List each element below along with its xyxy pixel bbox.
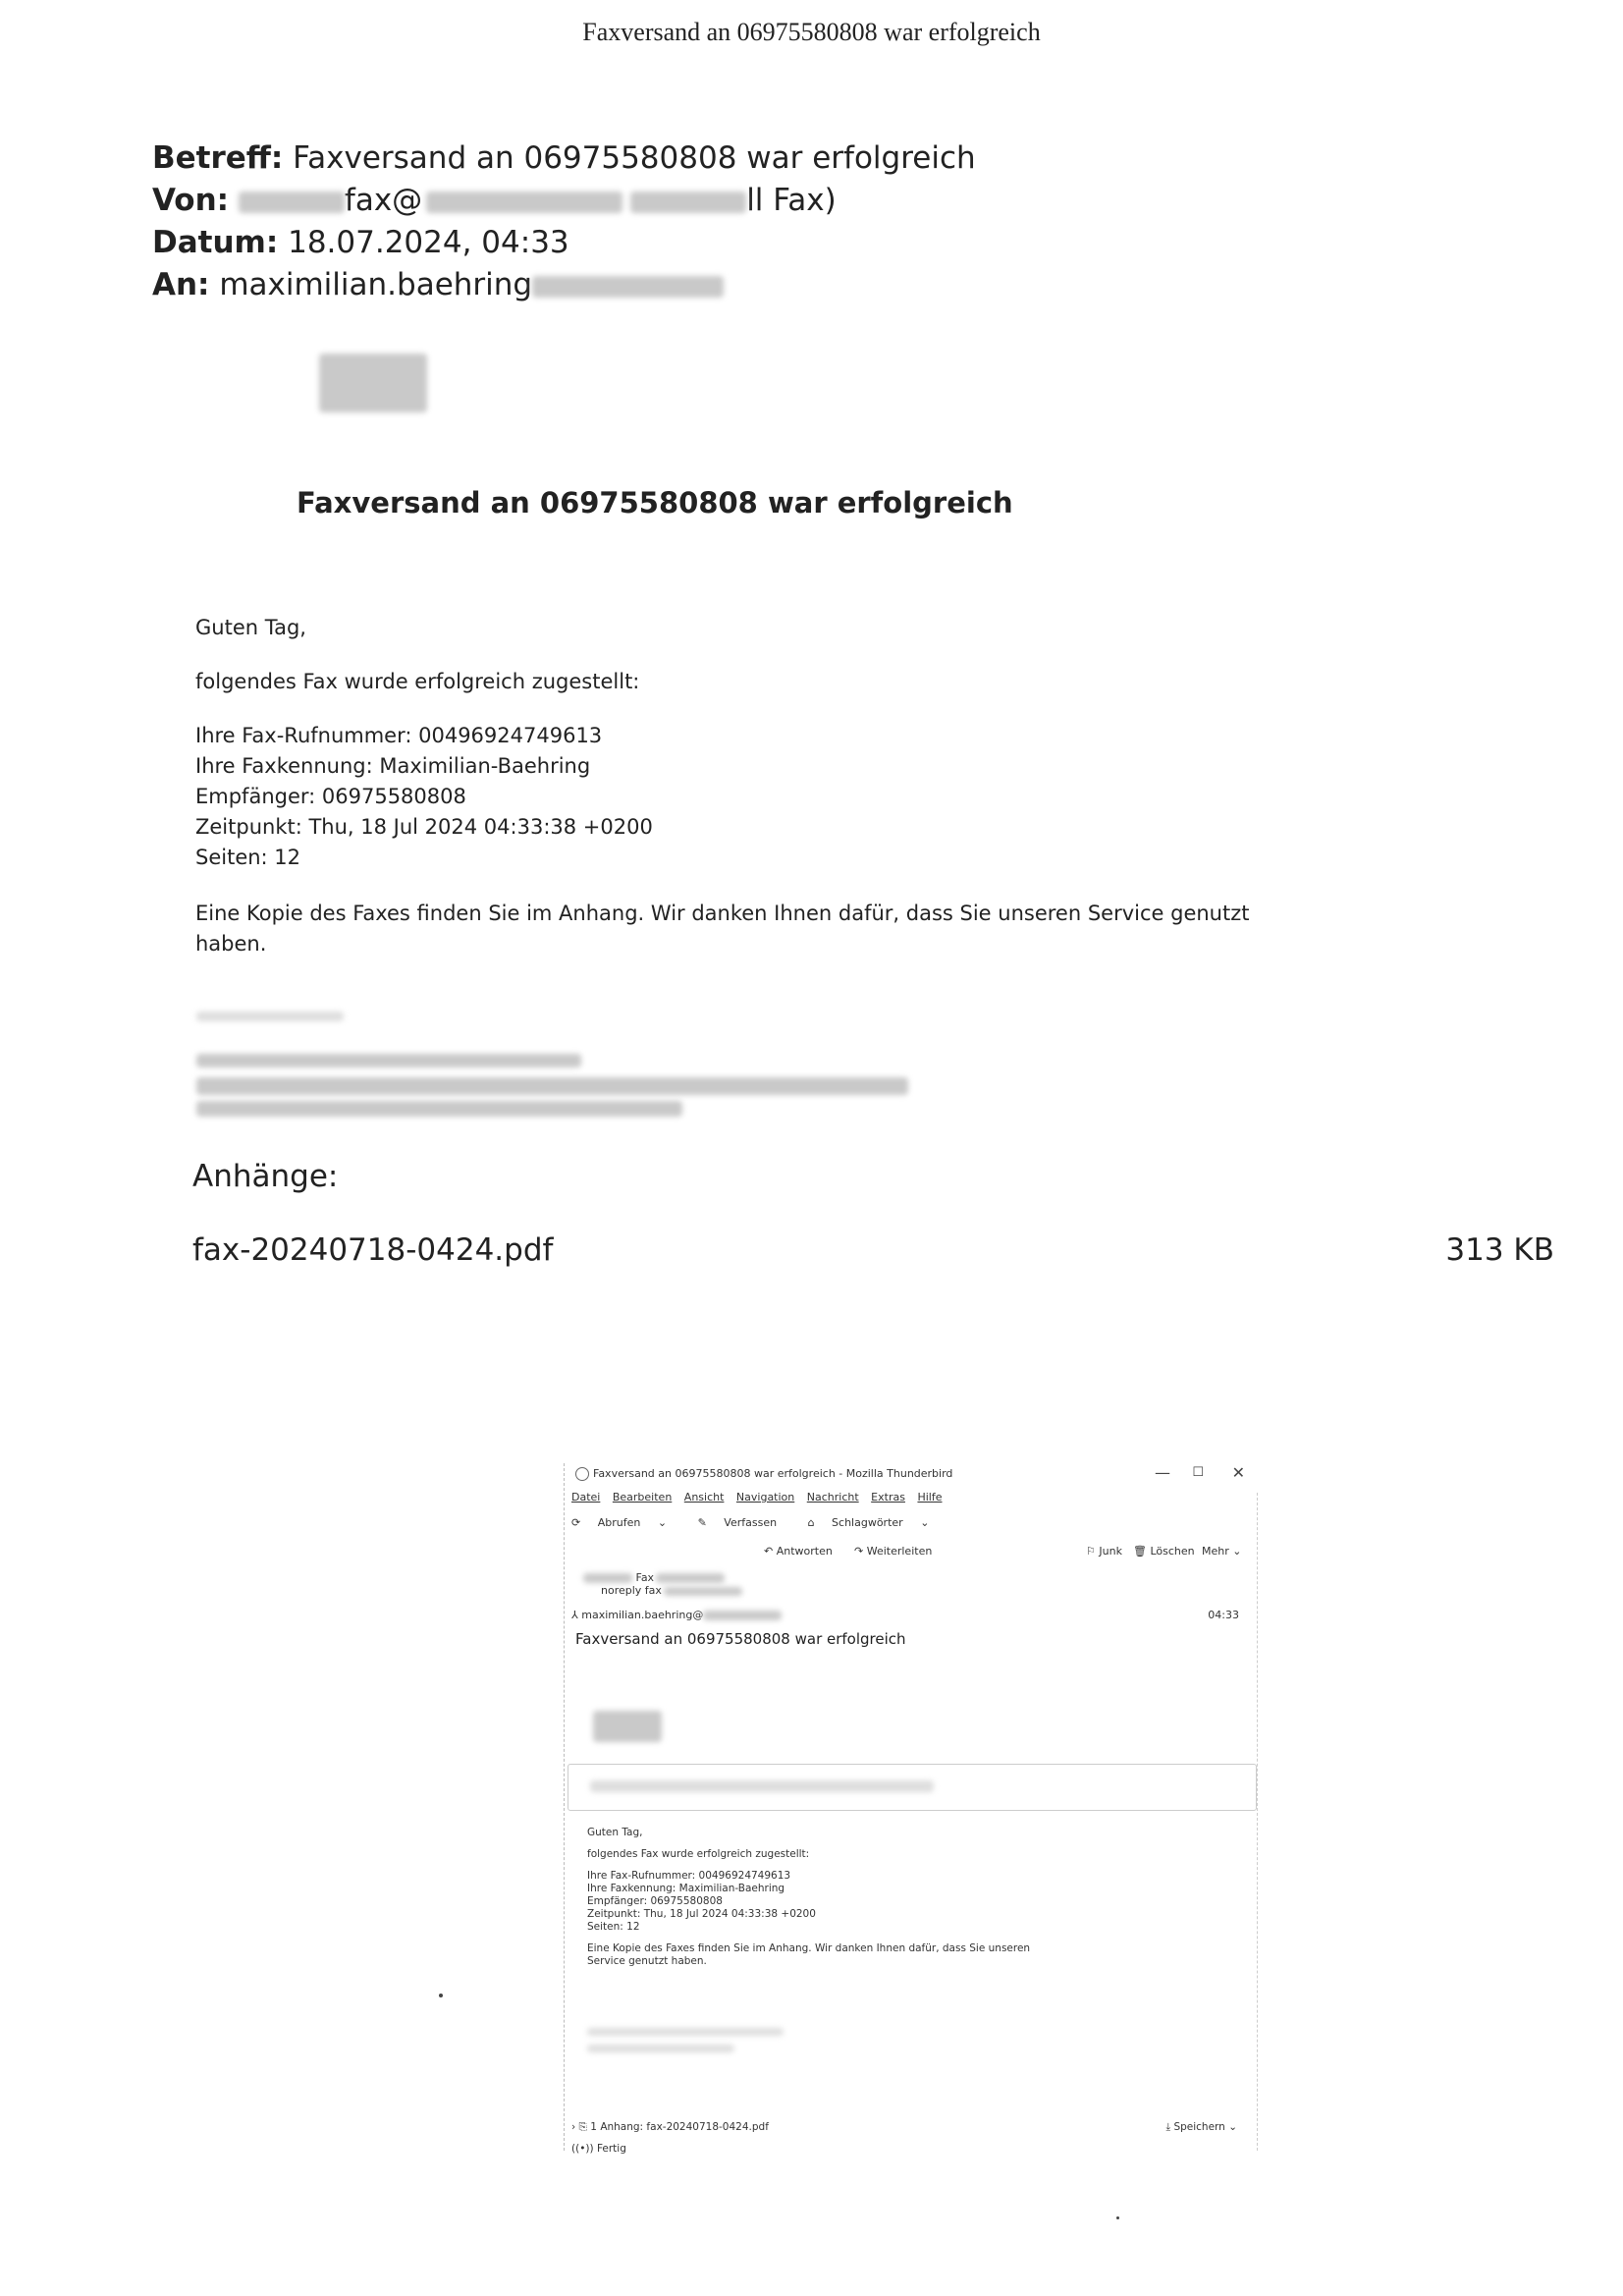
tb-detail-fax-id: Ihre Faxkennung: Maximilian-Baehring bbox=[587, 1883, 785, 1894]
expand-chevron-icon[interactable]: › bbox=[571, 2121, 576, 2133]
detail-pages: Seiten: 12 bbox=[195, 846, 301, 869]
redacted-sender-display bbox=[630, 191, 746, 213]
menu-nachricht[interactable]: Nachricht bbox=[806, 1491, 859, 1503]
pencil-icon: ✎ bbox=[697, 1516, 707, 1529]
tb-from-address[interactable]: noreply fax bbox=[601, 1584, 662, 1597]
delete-button[interactable] bbox=[1133, 1545, 1195, 1558]
maximize-button[interactable]: ☐ bbox=[1192, 1465, 1204, 1480]
closing-text bbox=[195, 899, 1249, 959]
tb-status-text: Fertig bbox=[596, 2143, 626, 2155]
tags-label: Schlagwörter bbox=[832, 1516, 903, 1529]
subject-label: Betreff: bbox=[152, 140, 284, 176]
menu-bar bbox=[571, 1491, 950, 1503]
tb-to-address[interactable]: maximilian.baehring@ bbox=[581, 1609, 704, 1621]
menu-hilfe[interactable]: Hilfe bbox=[917, 1491, 943, 1503]
detail-recipient: Empfänger: 06975580808 bbox=[195, 785, 466, 808]
to-row bbox=[571, 1609, 1251, 1621]
date-label: Datum: bbox=[152, 225, 279, 260]
tb-detail-fax-number: Ihre Fax-Rufnummer: 00496924749613 bbox=[587, 1870, 791, 1882]
redacted-from-name-2 bbox=[656, 1573, 725, 1583]
detail-fax-number: Ihre Fax-Rufnummer: 00496924749613 bbox=[195, 724, 603, 747]
attachments-heading: Anhänge: bbox=[192, 1159, 339, 1194]
title-bar bbox=[571, 1463, 1259, 1487]
reply-label: Antworten bbox=[776, 1545, 833, 1558]
window-edge-left bbox=[564, 1463, 566, 2151]
from-header bbox=[152, 183, 837, 218]
to-label: An: bbox=[152, 267, 210, 302]
to-header bbox=[152, 267, 724, 302]
save-button[interactable] bbox=[1165, 2121, 1237, 2134]
tb-redacted-signature-1 bbox=[587, 2028, 784, 2036]
tb-from-name: Fax bbox=[635, 1571, 655, 1584]
redacted-recipient-domain bbox=[532, 276, 724, 298]
reply-button[interactable] bbox=[764, 1545, 833, 1558]
redacted-signature-0 bbox=[196, 1011, 344, 1021]
download-icon: ⤓ bbox=[1165, 2121, 1171, 2133]
redacted-signature-2 bbox=[196, 1077, 908, 1095]
closing-line-2: haben. bbox=[195, 932, 267, 956]
menu-extras[interactable]: Extras bbox=[871, 1491, 905, 1503]
greeting: Guten Tag, bbox=[195, 616, 306, 639]
tb-redacted-logo bbox=[593, 1711, 662, 1742]
more-label: Mehr bbox=[1202, 1545, 1229, 1558]
fax-details bbox=[195, 721, 653, 873]
redacted-from-name bbox=[583, 1573, 632, 1583]
redacted-signature-1 bbox=[196, 1054, 581, 1067]
email-headline: Faxversand an 06975580808 war erfolgreich bbox=[297, 486, 1013, 519]
tb-redacted-signature-2 bbox=[587, 2045, 734, 2052]
tag-icon: ⌂ bbox=[807, 1516, 815, 1529]
tb-attachment-label[interactable]: 1 Anhang: fax-20240718-0424.pdf bbox=[590, 2121, 769, 2133]
tb-message-body bbox=[587, 1827, 1030, 1977]
tb-closing-line-1: Eine Kopie des Faxes finden Sie im Anhang. Wir danken Ihnen dafür, dass Sie unseren bbox=[587, 1942, 1031, 1954]
from-visible-end: ll Fax) bbox=[746, 183, 837, 218]
forward-button[interactable] bbox=[854, 1545, 932, 1558]
tb-details bbox=[587, 1870, 1030, 1934]
junk-icon: ⚐ bbox=[1086, 1545, 1096, 1558]
redacted-logo bbox=[319, 354, 427, 412]
redacted-signature-3 bbox=[196, 1101, 682, 1117]
close-button[interactable]: ✕ bbox=[1231, 1463, 1245, 1482]
reply-icon: ↶ bbox=[764, 1545, 774, 1558]
detail-timestamp: Zeitpunkt: Thu, 18 Jul 2024 04:33:38 +0200 bbox=[195, 815, 653, 839]
menu-bearbeiten[interactable]: Bearbeiten bbox=[612, 1491, 673, 1503]
chevron-down-icon: ⌄ bbox=[1228, 2121, 1237, 2133]
attachment-file-name[interactable]: fax-20240718-0424.pdf bbox=[192, 1232, 554, 1268]
window-title: Faxversand an 06975580808 war erfolgreich - Mozilla Thunderbird bbox=[593, 1467, 953, 1480]
thunderbird-window bbox=[564, 1463, 1259, 2160]
chevron-down-icon: ⌄ bbox=[1232, 1545, 1242, 1558]
redacted-sender-name bbox=[239, 191, 345, 213]
tb-redacted-headline bbox=[590, 1780, 934, 1792]
redacted-from-address bbox=[664, 1587, 742, 1596]
fetch-button[interactable] bbox=[571, 1516, 680, 1529]
tb-detail-recipient: Empfänger: 06975580808 bbox=[587, 1895, 723, 1907]
forward-label: Weiterleiten bbox=[866, 1545, 933, 1558]
window-edge-right bbox=[1257, 1493, 1259, 2151]
more-button[interactable] bbox=[1202, 1545, 1241, 1558]
status-bar bbox=[571, 2143, 626, 2155]
fetch-icon: ⟳ bbox=[571, 1516, 581, 1529]
tb-subject: Faxversand an 06975580808 war erfolgreich bbox=[575, 1630, 906, 1648]
tb-attachment-bar bbox=[571, 2121, 1251, 2134]
menu-ansicht[interactable]: Ansicht bbox=[683, 1491, 725, 1503]
activity-icon: ((•)) bbox=[571, 2143, 594, 2155]
main-toolbar bbox=[571, 1516, 956, 1529]
subject-value: Faxversand an 06975580808 war erfolgreich bbox=[293, 140, 976, 176]
intro-line: folgendes Fax wurde erfolgreich zugestellt: bbox=[195, 670, 640, 693]
tb-detail-timestamp: Zeitpunkt: Thu, 18 Jul 2024 04:33:38 +0200 bbox=[587, 1908, 816, 1920]
paperclip-icon: ⎘ bbox=[578, 2121, 587, 2133]
junk-label: Junk bbox=[1099, 1545, 1122, 1558]
junk-button[interactable] bbox=[1086, 1545, 1122, 1558]
recipient-icon: ⅄ bbox=[571, 1609, 578, 1621]
scan-speck bbox=[439, 1994, 443, 1997]
tb-detail-pages: Seiten: 12 bbox=[587, 1921, 640, 1933]
from-visible-mid: fax@ bbox=[344, 183, 423, 218]
forward-icon: ↷ bbox=[854, 1545, 864, 1558]
tb-intro: folgendes Fax wurde erfolgreich zugestellt: bbox=[587, 1848, 810, 1860]
tb-message-time: 04:33 bbox=[1208, 1609, 1239, 1621]
date-header bbox=[152, 225, 569, 260]
tags-button[interactable] bbox=[808, 1516, 944, 1529]
closing-line-1: Eine Kopie des Faxes finden Sie im Anhang. Wir danken Ihnen dafür, dass Sie unseren Service genutzt bbox=[195, 902, 1250, 925]
subject-header bbox=[152, 140, 976, 176]
menu-navigation[interactable]: Navigation bbox=[735, 1491, 795, 1503]
print-title: Faxversand an 06975580808 war erfolgreich bbox=[582, 18, 1041, 46]
to-visible: maximilian.baehring bbox=[219, 267, 533, 302]
menu-datei[interactable]: Datei bbox=[571, 1491, 601, 1503]
from-label: Von: bbox=[152, 183, 230, 218]
from-block bbox=[583, 1571, 780, 1607]
tb-greeting: Guten Tag, bbox=[587, 1827, 643, 1838]
delete-label: Löschen bbox=[1150, 1545, 1195, 1558]
redacted-to-domain bbox=[703, 1611, 782, 1620]
detail-fax-id: Ihre Faxkennung: Maximilian-Baehring bbox=[195, 754, 591, 778]
thunderbird-app-icon bbox=[575, 1467, 589, 1481]
compose-label: Verfassen bbox=[724, 1516, 778, 1529]
tb-closing bbox=[587, 1942, 1030, 1968]
save-label: Speichern bbox=[1173, 2121, 1225, 2133]
tb-redacted-headline-box bbox=[568, 1764, 1257, 1811]
attachment-file-size: 313 KB bbox=[1445, 1232, 1554, 1268]
redacted-sender-domain bbox=[426, 191, 622, 213]
tb-closing-line-2: Service genutzt haben. bbox=[587, 1955, 707, 1967]
trash-icon: 🗑 bbox=[1133, 1545, 1147, 1558]
minimize-button[interactable]: — bbox=[1155, 1463, 1170, 1482]
chevron-down-icon: ⌄ bbox=[657, 1516, 668, 1529]
chevron-down-icon: ⌄ bbox=[920, 1516, 930, 1529]
compose-button[interactable] bbox=[698, 1516, 791, 1529]
scan-speck bbox=[1116, 2216, 1119, 2219]
date-value: 18.07.2024, 04:33 bbox=[288, 225, 569, 260]
fetch-label: Abrufen bbox=[597, 1516, 641, 1529]
